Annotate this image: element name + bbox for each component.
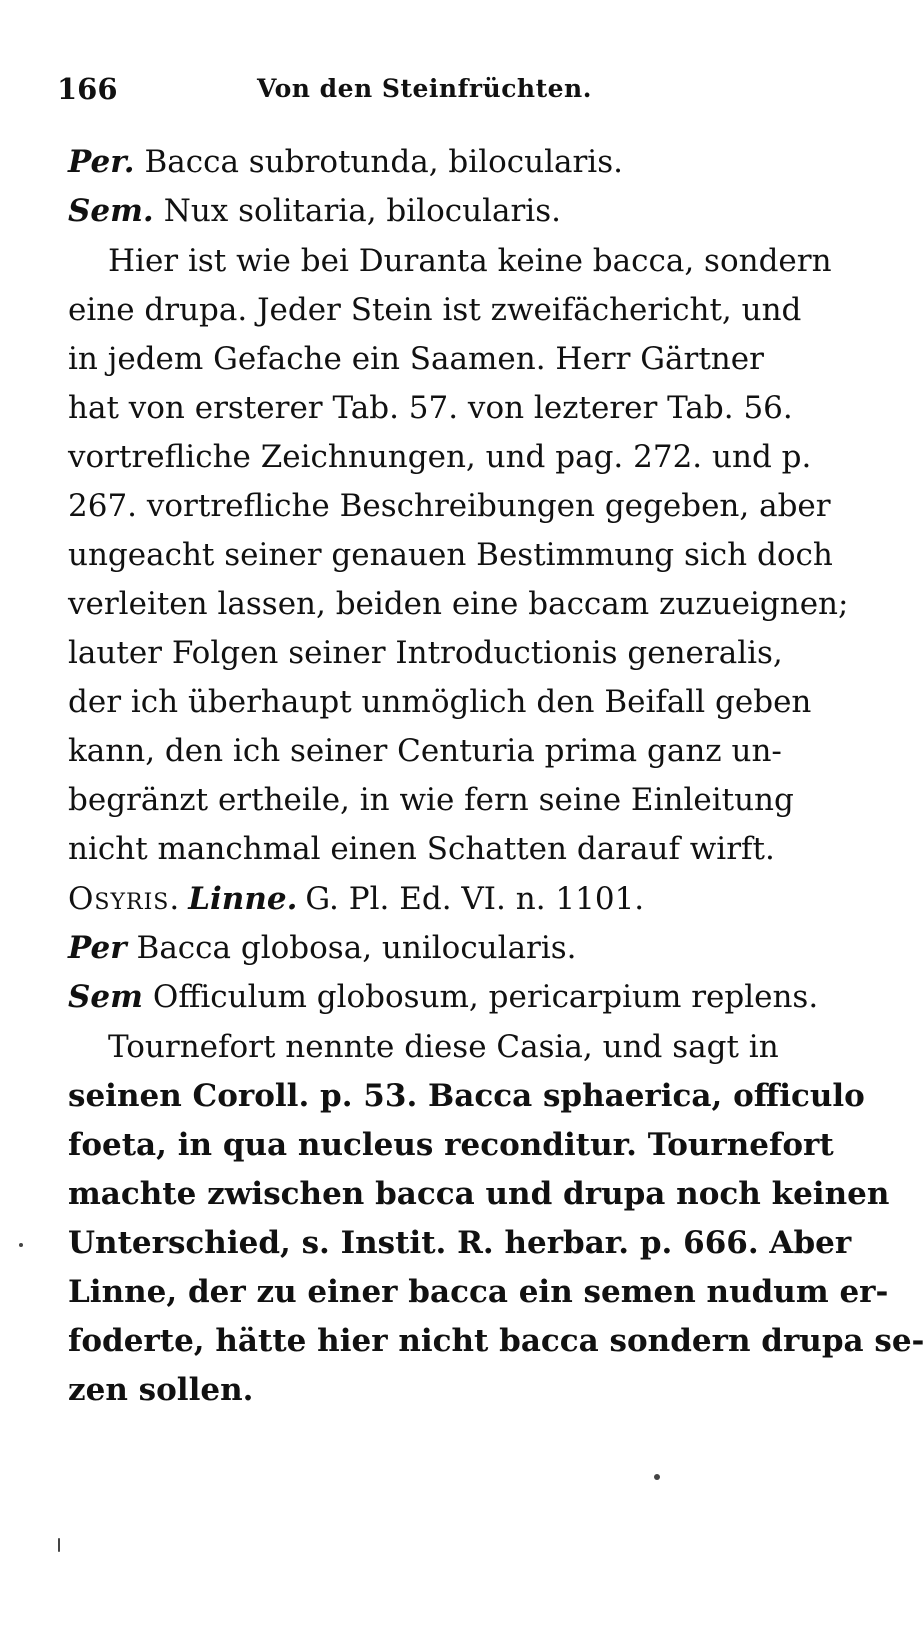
seed-label: Sem. [68, 193, 154, 229]
line-text: Hier ist wie bei Duranta keine bacca, sondern [108, 243, 832, 279]
paragraph-line [68, 1366, 788, 1414]
paragraph-line [68, 1170, 890, 1218]
text-line [68, 973, 819, 1021]
line-text: der ich überhaupt unmöglich den Beifall geben [68, 684, 812, 720]
paragraph-line [68, 1219, 852, 1267]
line-text: hat von ersterer Tab. 57. von lezterer Tab. 56. [68, 390, 793, 426]
paragraph-line [68, 531, 833, 579]
pericarp-label: Per [68, 930, 127, 966]
running-head: Von den Steinfrüchten. [257, 74, 592, 103]
line-text: Nux solitaria, bilocularis. [163, 193, 561, 229]
text-line [68, 138, 788, 186]
paragraph-line [68, 1072, 865, 1120]
paragraph-line [68, 776, 794, 824]
line-text: seinen Coroll. p. 53. Bacca sphaerica, officulo [68, 1078, 865, 1114]
ink-speck [654, 1474, 660, 1480]
line-text: begränzt ertheile, in wie fern seine Einleitung [68, 782, 794, 818]
genus-name: Osyris. [68, 881, 181, 917]
line-text: foderte, hätte hier nicht bacca sondern drupa se- [68, 1323, 924, 1359]
line-text: foeta, in qua nucleus reconditur. Tournefort [68, 1127, 834, 1163]
line-text: vortrefliche Zeichnungen, und pag. 272. und p. [68, 439, 812, 475]
ink-speck [58, 1538, 60, 1552]
line-text: Tournefort nennte diese Casia, und sagt in [108, 1029, 779, 1065]
page-header [57, 72, 777, 112]
line-text: nicht manchmal einen Schatten darauf wirft. [68, 831, 775, 867]
paragraph-line [68, 1317, 924, 1365]
line-text: eine drupa. Jeder Stein ist zweifächericht, und [68, 292, 802, 328]
seed-label: Sem [68, 979, 143, 1015]
ink-speck [19, 1243, 23, 1247]
page-number: 166 [57, 72, 118, 106]
genus-line [68, 875, 788, 923]
paragraph-line [68, 629, 788, 677]
paragraph-line [68, 1121, 834, 1169]
paragraph-line [108, 1023, 828, 1071]
line-text: Bacca globosa, unilocularis. [136, 930, 577, 966]
author-name: Linne. [188, 881, 298, 917]
text-line [68, 187, 788, 235]
text-line [68, 924, 788, 972]
line-text: kann, den ich seiner Centuria prima ganz un- [68, 733, 782, 769]
line-text: machte zwischen bacca und drupa noch keinen [68, 1176, 890, 1212]
paragraph-line [68, 482, 831, 530]
paragraph-line [68, 727, 788, 775]
line-text: zen sollen. [68, 1372, 254, 1408]
paragraph-line [68, 580, 849, 628]
paragraph-line [68, 286, 802, 334]
line-text: Linne, der zu einer bacca ein semen nudum er- [68, 1274, 889, 1310]
paragraph-line [68, 433, 812, 481]
line-text: Unterschied, s. Instit. R. herbar. p. 666. Aber [68, 1225, 852, 1261]
paragraph-line [68, 825, 788, 873]
line-text: ungeacht seiner genauen Bestimmung sich doch [68, 537, 833, 573]
line-text: G. Pl. Ed. VI. n. 1101. [305, 881, 645, 917]
line-text: verleiten lassen, beiden eine baccam zuzueignen; [68, 586, 849, 622]
line-text: Officulum globosum, pericarpium replens. [152, 979, 819, 1015]
paragraph-line [68, 1268, 889, 1316]
pericarp-label: Per. [68, 144, 135, 180]
line-text: Bacca subrotunda, bilocularis. [144, 144, 623, 180]
paragraph-line [108, 237, 832, 285]
paragraph-line [68, 335, 788, 383]
paragraph-line [68, 678, 812, 726]
line-text: 267. vortrefliche Beschreibungen gegeben, aber [68, 488, 831, 524]
paragraph-line [68, 384, 793, 432]
line-text: in jedem Gefache ein Saamen. Herr Gärtner [68, 341, 764, 377]
line-text: lauter Folgen seiner Introductionis generalis, [68, 635, 783, 671]
